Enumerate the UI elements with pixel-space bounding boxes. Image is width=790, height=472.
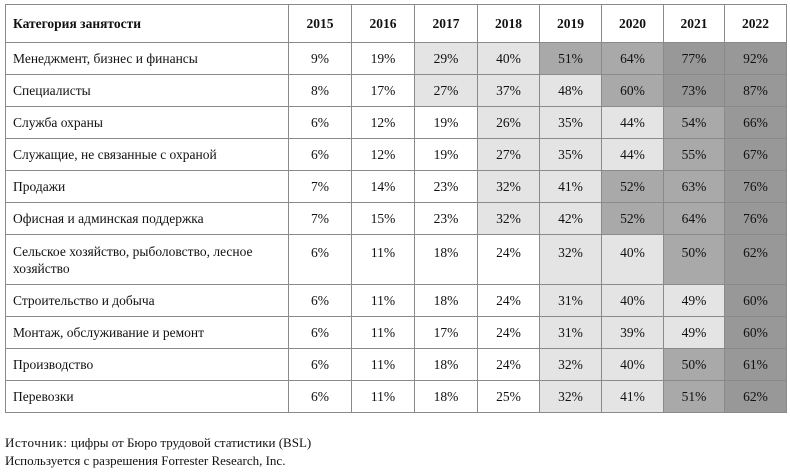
header-year: 2019	[540, 5, 602, 43]
value-cell: 50%	[664, 349, 725, 381]
value-cell: 66%	[725, 107, 787, 139]
value-cell: 51%	[540, 43, 602, 75]
source-line	[5, 434, 311, 452]
value-cell: 11%	[352, 317, 415, 349]
value-cell: 19%	[415, 107, 478, 139]
table-row	[6, 75, 787, 107]
value-cell: 76%	[725, 203, 787, 235]
value-cell: 35%	[540, 107, 602, 139]
value-cell: 44%	[602, 107, 664, 139]
header-year: 2022	[725, 5, 787, 43]
row-category: Служащие, не связанные с охраной	[6, 139, 289, 171]
value-cell: 60%	[725, 285, 787, 317]
value-cell: 7%	[289, 203, 352, 235]
value-cell: 60%	[725, 317, 787, 349]
value-cell: 29%	[415, 43, 478, 75]
value-cell: 37%	[478, 75, 540, 107]
value-cell: 61%	[725, 349, 787, 381]
value-cell: 49%	[664, 285, 725, 317]
value-cell: 31%	[540, 285, 602, 317]
row-category: Монтаж, обслуживание и ремонт	[6, 317, 289, 349]
value-cell: 52%	[602, 203, 664, 235]
value-cell: 32%	[540, 381, 602, 413]
value-cell: 6%	[289, 139, 352, 171]
value-cell: 40%	[602, 235, 664, 285]
table-body	[6, 43, 787, 413]
value-cell: 11%	[352, 381, 415, 413]
header-year: 2020	[602, 5, 664, 43]
value-cell: 6%	[289, 349, 352, 381]
permission-line: Используется с разрешения Forrester Research, Inc.	[5, 453, 286, 468]
value-cell: 35%	[540, 139, 602, 171]
value-cell: 24%	[478, 349, 540, 381]
value-cell: 32%	[478, 203, 540, 235]
value-cell: 8%	[289, 75, 352, 107]
value-cell: 55%	[664, 139, 725, 171]
value-cell: 40%	[478, 43, 540, 75]
value-cell: 14%	[352, 171, 415, 203]
header-year: 2017	[415, 5, 478, 43]
value-cell: 23%	[415, 171, 478, 203]
value-cell: 87%	[725, 75, 787, 107]
table-row	[6, 107, 787, 139]
header-year: 2015	[289, 5, 352, 43]
value-cell: 17%	[352, 75, 415, 107]
source-text: цифры от Бюро трудовой статистики (BSL)	[70, 435, 312, 450]
value-cell: 67%	[725, 139, 787, 171]
row-category: Служба охраны	[6, 107, 289, 139]
table-row	[6, 203, 787, 235]
value-cell: 76%	[725, 171, 787, 203]
value-cell: 18%	[415, 285, 478, 317]
source-note	[5, 434, 311, 470]
value-cell: 62%	[725, 381, 787, 413]
table-row	[6, 235, 787, 285]
value-cell: 51%	[664, 381, 725, 413]
value-cell: 63%	[664, 171, 725, 203]
value-cell: 6%	[289, 107, 352, 139]
value-cell: 19%	[352, 43, 415, 75]
value-cell: 32%	[540, 349, 602, 381]
value-cell: 25%	[478, 381, 540, 413]
value-cell: 27%	[415, 75, 478, 107]
value-cell: 24%	[478, 235, 540, 285]
value-cell: 77%	[664, 43, 725, 75]
value-cell: 24%	[478, 317, 540, 349]
value-cell: 62%	[725, 235, 787, 285]
value-cell: 7%	[289, 171, 352, 203]
row-category: Специалисты	[6, 75, 289, 107]
value-cell: 32%	[540, 235, 602, 285]
value-cell: 11%	[352, 235, 415, 285]
value-cell: 6%	[289, 381, 352, 413]
value-cell: 41%	[540, 171, 602, 203]
value-cell: 18%	[415, 381, 478, 413]
header-year: 2016	[352, 5, 415, 43]
value-cell: 6%	[289, 235, 352, 285]
value-cell: 40%	[602, 349, 664, 381]
value-cell: 32%	[478, 171, 540, 203]
row-category: Производство	[6, 349, 289, 381]
value-cell: 6%	[289, 285, 352, 317]
value-cell: 73%	[664, 75, 725, 107]
value-cell: 41%	[602, 381, 664, 413]
value-cell: 64%	[664, 203, 725, 235]
source-label: Источник:	[5, 435, 68, 450]
table-row	[6, 285, 787, 317]
value-cell: 49%	[664, 317, 725, 349]
header-year: 2021	[664, 5, 725, 43]
value-cell: 48%	[540, 75, 602, 107]
value-cell: 23%	[415, 203, 478, 235]
value-cell: 40%	[602, 285, 664, 317]
value-cell: 18%	[415, 349, 478, 381]
header-category: Категория занятости	[6, 5, 289, 43]
value-cell: 44%	[602, 139, 664, 171]
value-cell: 11%	[352, 349, 415, 381]
value-cell: 12%	[352, 107, 415, 139]
value-cell: 9%	[289, 43, 352, 75]
row-category: Строительство и добыча	[6, 285, 289, 317]
value-cell: 24%	[478, 285, 540, 317]
table-row	[6, 171, 787, 203]
value-cell: 12%	[352, 139, 415, 171]
value-cell: 64%	[602, 43, 664, 75]
employment-table	[5, 4, 787, 413]
value-cell: 39%	[602, 317, 664, 349]
value-cell: 18%	[415, 235, 478, 285]
row-category: Перевозки	[6, 381, 289, 413]
value-cell: 15%	[352, 203, 415, 235]
table-row	[6, 349, 787, 381]
row-category: Сельское хозяйство, рыболовство, лесное хозяйство	[6, 235, 289, 285]
value-cell: 26%	[478, 107, 540, 139]
value-cell: 11%	[352, 285, 415, 317]
table-row	[6, 317, 787, 349]
value-cell: 50%	[664, 235, 725, 285]
header-row	[6, 5, 787, 43]
row-category: Продажи	[6, 171, 289, 203]
value-cell: 17%	[415, 317, 478, 349]
value-cell: 19%	[415, 139, 478, 171]
value-cell: 60%	[602, 75, 664, 107]
row-category: Офисная и админская поддержка	[6, 203, 289, 235]
value-cell: 54%	[664, 107, 725, 139]
value-cell: 27%	[478, 139, 540, 171]
header-year: 2018	[478, 5, 540, 43]
value-cell: 6%	[289, 317, 352, 349]
data-table-container	[5, 4, 786, 413]
value-cell: 31%	[540, 317, 602, 349]
value-cell: 92%	[725, 43, 787, 75]
table-row	[6, 43, 787, 75]
row-category: Менеджмент, бизнес и финансы	[6, 43, 289, 75]
table-row	[6, 381, 787, 413]
table-row	[6, 139, 787, 171]
value-cell: 42%	[540, 203, 602, 235]
value-cell: 52%	[602, 171, 664, 203]
